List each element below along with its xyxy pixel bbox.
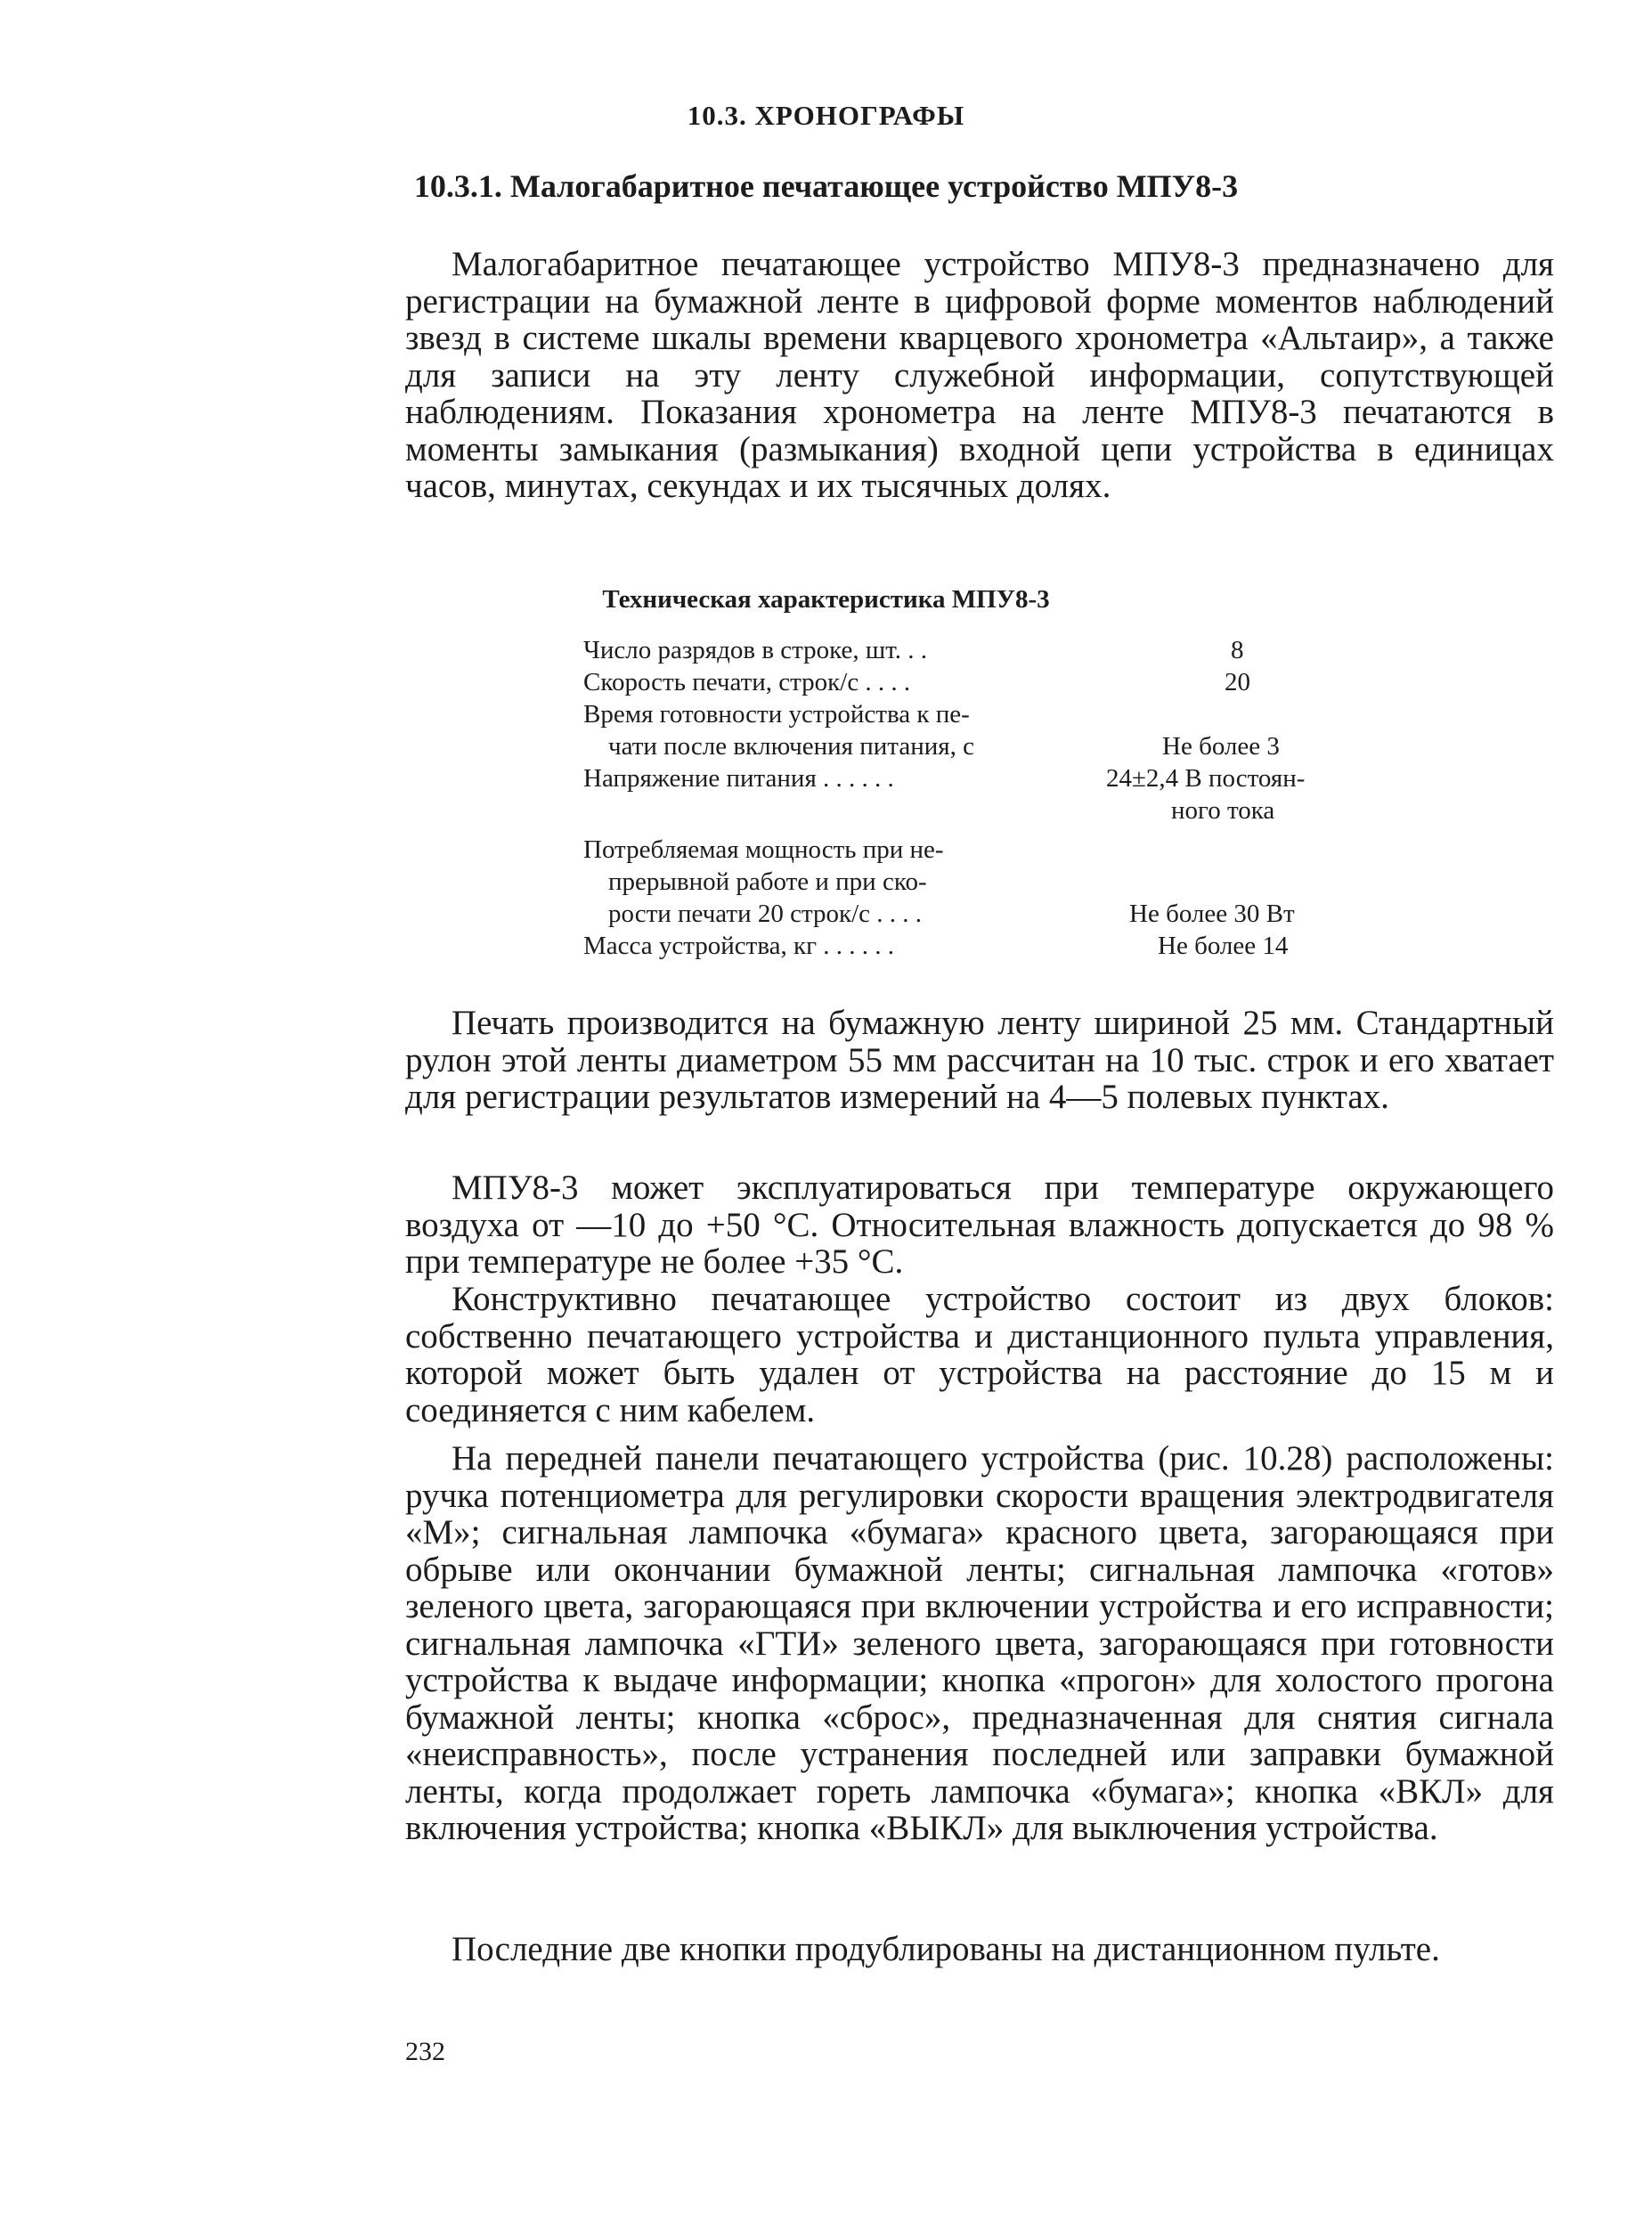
paragraph: Печать производится на бумажную ленту шириной 25 мм. Стандартный рулон этой ленты диаметром 55 мм рассчитан на 10 тыс. строк и его хватает для регистрации результатов измерений на 4—5 полевых пунктах. xyxy=(405,1004,1554,1116)
spec-row-value: Не более 3 xyxy=(1162,732,1280,761)
spec-row-label-continuation: рости печати 20 строк/с . . . . xyxy=(608,900,923,928)
spec-row-label: Масса устройства, кг . . . . . . xyxy=(583,932,895,960)
spec-row-label-continuation: прерывной работе и при ско- xyxy=(608,867,927,896)
paragraph: МПУ8-3 может эксплуатироваться при температуре окружающего воздуха от —10 до +50 °С. Относительная влажность допускается до 98 % при температуре не более +35 °С. xyxy=(405,1168,1554,1281)
spec-row-label: Скорость печати, строк/с . . . . xyxy=(583,668,911,696)
spec-title: Техническая характеристика МПУ8-3 xyxy=(602,585,1050,614)
spec-row-label: Число разрядов в строке, шт. . . xyxy=(583,636,927,664)
spec-row-label: Потребляемая мощность при не- xyxy=(583,835,944,864)
spec-row-value: 8 xyxy=(1231,636,1244,664)
spec-row-label: Напряжение питания . . . . . . xyxy=(583,764,894,793)
paragraph: Последние две кнопки продублированы на дистанционном пульте. xyxy=(452,1930,1440,1968)
section-title: 10.3. ХРОНОГРАФЫ xyxy=(687,100,965,131)
subsection-title: 10.3.1. Малогабаритное печатающее устройство МПУ8-3 xyxy=(413,168,1239,204)
spec-row-label-continuation: чати после включения питания, с xyxy=(608,732,974,761)
paragraph: Конструктивно печатающее устройство состоит из двух блоков: собственно печатающего устройства и дистанционного пульта управления, которой может быть удален от устройства на расстояние до 15 м и соединяется с ним кабелем. xyxy=(405,1280,1554,1429)
spec-row-label: Время готовности устройства к пе- xyxy=(583,700,970,729)
paragraph: На передней панели печатающего устройства (рис. 10.28) расположены: ручка потенциометра для регулировки скорости вращения электродвигателя «М»; сигнальная лампочка «бумага» красного цвета, загорающаяся при обрыве или окончании бумажной ленты; сигнальная лампочка «готов» зеленого цвета, загорающаяся при включении устройства и его исправности; сигнальная лампочка «ГТИ» зеленого цвета, загорающаяся при готовности устройства к выдаче информации; кнопка «прогон» для холостого прогона бумажной ленты; кнопка «сброс», предназначенная для снятия сигнала «неисправность», после устранения последней или заправки бумажной ленты, когда продолжает гореть лампочка «бумага»; кнопка «ВКЛ» для включения устройства; кнопка «ВЫКЛ» для выключения устройства. xyxy=(405,1439,1554,1847)
intro-paragraph: Малогабаритное печатающее устройство МПУ8-3 предназначено для регистрации на бумажной ленте в цифровой форме моментов наблюдений звезд в системе шкалы времени кварцевого хронометра «Альтаир», а также для записи на эту ленту служебной информации, сопутствующей наблюдениям. Показания хронометра на ленте МПУ8-3 печатаются в моменты замыкания (размыкания) входной цепи устройства в единицах часов, минутах, секундах и их тысячных долях. xyxy=(405,245,1554,505)
page-number: 232 xyxy=(405,2037,445,2066)
spec-row-value: Не более 14 xyxy=(1158,932,1289,960)
spec-row-value: 20 xyxy=(1225,668,1250,696)
spec-row-value: 24±2,4 В постоян- xyxy=(1106,764,1306,793)
spec-row-value: Не более 30 Вт xyxy=(1129,900,1295,928)
spec-row-value-continuation: ного тока xyxy=(1171,796,1275,825)
